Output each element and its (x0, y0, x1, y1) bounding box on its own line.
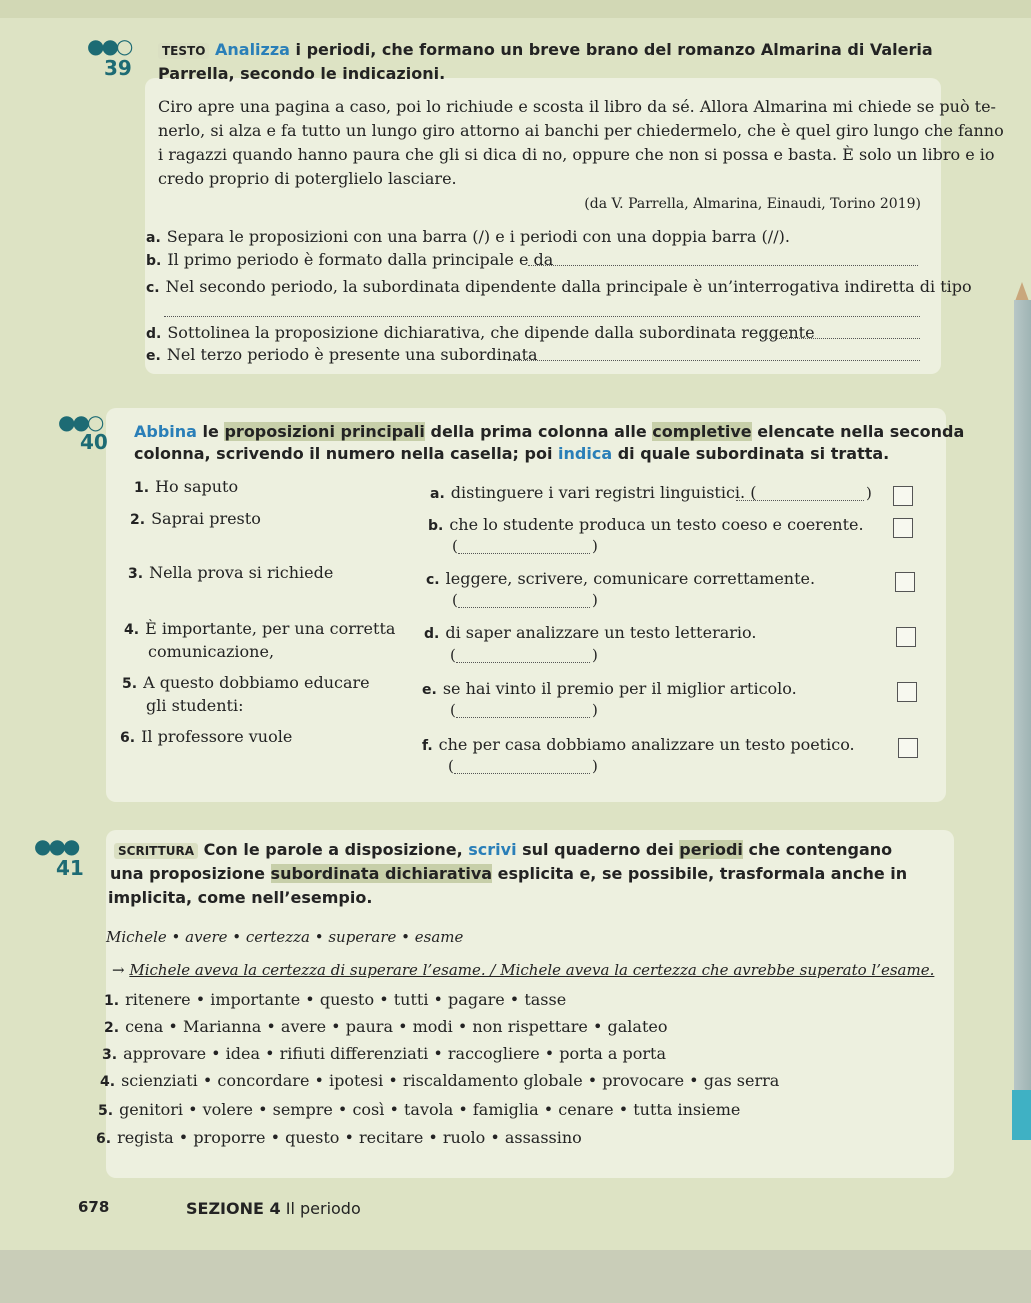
answer-line-39d[interactable] (762, 338, 920, 339)
principal-2: 2. Saprai presto (130, 509, 261, 528)
answer-line-39c[interactable] (164, 316, 920, 317)
answer-box-40f[interactable] (898, 738, 918, 758)
exercise-40-number: 40 (80, 430, 108, 454)
exercise-41-number: 41 (56, 856, 84, 880)
answer-line-40a[interactable] (736, 500, 864, 501)
answer-line-40b[interactable] (458, 553, 590, 554)
section-label: SEZIONE 4 Il periodo (186, 1199, 361, 1218)
item-39c: c. Nel secondo periodo, la subordinata dipendente dalla principale è un’interrogativa indiretta di tipo (146, 277, 972, 296)
exercise-40-heading-line1: Abbina le proposizioni principali della prima colonna alle completive elencate nella seconda (134, 422, 965, 441)
close-paren: ) (592, 646, 598, 664)
answer-box-40e[interactable] (897, 682, 917, 702)
passage-line: nerlo, si alza e fa tutto un lungo giro attorno ai banchi per chiedermelo, che è quel giro lungo che fanno (158, 121, 1004, 140)
exercise-41-heading-line3: implicita, come nell’esempio. (108, 888, 373, 907)
item-39a: a. Separa le proposizioni con una barra (/) e i periodi con una doppia barra (//). (146, 227, 790, 246)
arrow-icon: → (112, 961, 125, 979)
pencil-icon (1014, 300, 1031, 1140)
pencil-band (1012, 1090, 1031, 1140)
principal-5: 5. A questo dobbiamo educare (122, 673, 370, 692)
exercise-41-heading-line2: una proposizione subordinata dichiarativa esplicita e, se possibile, trasformala anche in (110, 864, 908, 883)
close-paren: ) (592, 701, 598, 719)
scrittura-tag: SCRITTURA (114, 843, 198, 859)
source-citation: (da V. Parrella, Almarina, Einaudi, Torino 2019) (584, 196, 921, 212)
item-39d: d. Sottolinea la proposizione dichiarativa, che dipende dalla subordinata reggente (146, 323, 815, 342)
word-set-5: 5. genitori • volere • sempre • così • tavola • famiglia • cenare • tutta insieme (98, 1100, 741, 1119)
close-paren: ) (866, 484, 872, 502)
principal-6: 6. Il professore vuole (120, 727, 293, 746)
principal-1: 1. Ho saputo (134, 477, 239, 496)
answer-box-40b[interactable] (893, 518, 913, 538)
completive-a: a. distinguere i vari registri linguistici. ( (430, 483, 757, 502)
principal-4: 4. È importante, per una corretta (124, 619, 396, 638)
word-set-4: 4. scienziati • concordare • ipotesi • riscaldamento globale • provocare • gas serra (100, 1071, 780, 1090)
answer-line-40e[interactable] (456, 717, 590, 718)
answer-line-40c[interactable] (458, 607, 590, 608)
completive-b: b. che lo studente produca un testo coeso e coerente. (428, 515, 864, 534)
exercise-39-number: 39 (104, 56, 132, 80)
word-set-3: 3. approvare • idea • rifiuti differenziati • raccogliere • porta a porta (102, 1044, 666, 1063)
completive-c: c. leggere, scrivere, comunicare correttamente. (426, 569, 816, 588)
answer-line-40d[interactable] (456, 662, 590, 663)
item-39b: b. Il primo periodo è formato dalla principale e da (146, 250, 554, 269)
open-paren: ( (450, 701, 456, 719)
answer-box-40c[interactable] (895, 572, 915, 592)
example-words: Michele • avere • certezza • superare • esame (106, 928, 464, 946)
example-answer: → Michele aveva la certezza di superare l’esame. / Michele aveva la certezza che avrebbe superato l’esame. (112, 961, 935, 979)
completive-e: e. se hai vinto il premio per il miglior articolo. (422, 679, 797, 698)
exercise-41-heading-line1: SCRITTURA Con le parole a disposizione, scrivi sul quaderno dei periodi che contengano (114, 840, 892, 859)
open-paren: ( (450, 646, 456, 664)
heading-verb-analizza: Analizza (215, 40, 290, 59)
table-surface (0, 1250, 1031, 1303)
answer-line-39e[interactable] (508, 360, 920, 361)
page-number: 678 (78, 1198, 110, 1216)
close-paren: ) (592, 537, 598, 555)
word-set-6: 6. regista • proporre • questo • recitare • ruolo • assassino (96, 1128, 582, 1147)
completive-d: d. di saper analizzare un testo letterario. (424, 623, 757, 642)
answer-line-39b[interactable] (528, 265, 918, 266)
answer-box-40d[interactable] (896, 627, 916, 647)
difficulty-dots-39: ●●○ (87, 34, 131, 58)
word-set-1: 1. ritenere • importante • questo • tutti • pagare • tasse (104, 990, 567, 1009)
testo-tag: TESTO (158, 43, 209, 59)
item-39e: e. Nel terzo periodo è presente una subordinata (146, 345, 538, 364)
principal-3: 3. Nella prova si richiede (128, 563, 334, 582)
difficulty-dots-41: ●●● (34, 834, 78, 858)
close-paren: ) (592, 757, 598, 775)
exercise-40-heading-line2: colonna, scrivendo il numero nella casella; poi indica di quale subordinata si tratta. (134, 444, 890, 463)
completive-f: f. che per casa dobbiamo analizzare un testo poetico. (422, 735, 855, 754)
exercise-39-heading-line1: TESTO Analizza i periodi, che formano un breve brano del romanzo Almarina di Valeria (158, 40, 933, 59)
passage-line: credo proprio di poterglielo lasciare. (158, 169, 457, 188)
principal-5-cont: gli studenti: (146, 696, 244, 715)
open-paren: ( (452, 591, 458, 609)
close-paren: ) (592, 591, 598, 609)
word-set-2: 2. cena • Marianna • avere • paura • modi • non rispettare • galateo (104, 1017, 668, 1036)
answer-box-40a[interactable] (893, 486, 913, 506)
difficulty-dots-40: ●●○ (58, 410, 102, 434)
open-paren: ( (448, 757, 454, 775)
passage-line: Ciro apre una pagina a caso, poi lo richiude e scosta il libro da sé. Allora Almarina mi chiede se può te- (158, 97, 996, 116)
exercise-39-heading-line2: Parrella, secondo le indicazioni. (158, 64, 446, 83)
open-paren: ( (452, 537, 458, 555)
passage-line: i ragazzi quando hanno paura che gli si dica di no, oppure che non si possa e basta. È solo un libro e io (158, 145, 995, 164)
answer-line-40f[interactable] (454, 773, 590, 774)
principal-4-cont: comunicazione, (148, 642, 275, 661)
page-top-edge (0, 0, 1031, 18)
